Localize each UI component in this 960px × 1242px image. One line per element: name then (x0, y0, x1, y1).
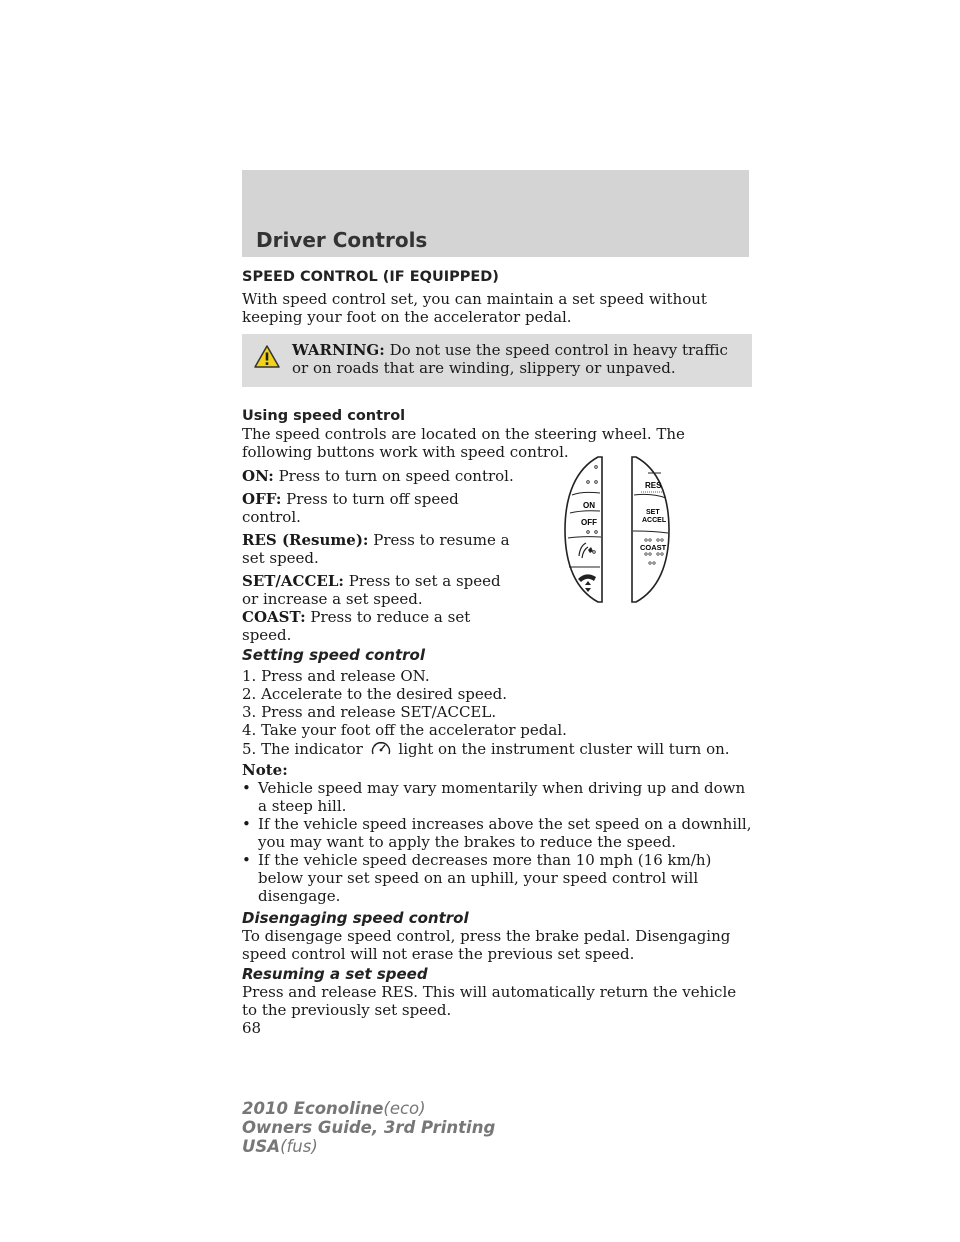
def-term: ON: (242, 467, 274, 485)
resuming-heading: Resuming a set speed (242, 965, 428, 983)
main-content (242, 268, 752, 1037)
coast-label: COAST (640, 543, 667, 552)
warning-label: WARNING: (292, 341, 385, 359)
print-footer (242, 1099, 495, 1156)
footer-line-3 (242, 1137, 495, 1156)
step-5-after: light on the instrument cluster will turn on. (398, 740, 730, 758)
step-2: 2. Accelerate to the desired speed. (242, 685, 508, 703)
step-4: 4. Take your foot off the accelerator pedal. (242, 721, 567, 739)
footer-line-1 (242, 1099, 495, 1118)
section-title: SPEED CONTROL (IF EQUIPPED) (242, 269, 499, 285)
res-label: RES (645, 481, 662, 490)
def-res (242, 531, 517, 567)
def-desc: Press to set a speed or increase a set speed. (242, 572, 501, 608)
on-label: ON (583, 501, 595, 510)
def-term: RES (Resume): (242, 531, 369, 549)
off-label: OFF (581, 518, 597, 527)
using-text: The speed controls are located on the steering wheel. The following buttons work with speed control. (242, 425, 685, 461)
def-on (242, 467, 517, 485)
def-desc: Press to reduce a set speed. (242, 608, 471, 644)
warning-icon (254, 345, 280, 368)
step-3: 3. Press and release SET/ACCEL. (242, 703, 497, 721)
step-5 (242, 739, 752, 758)
note-bullet: • If the vehicle speed decreases more than 10 mph (16 km/h) below your set speed on an uphill, your speed control will disengage. (242, 851, 752, 905)
using-heading: Using speed control (242, 408, 406, 424)
set-label: SET (646, 509, 660, 516)
def-term: SET/ACCEL: (242, 572, 344, 590)
warning-box (242, 334, 752, 387)
note-bullet: • Vehicle speed may vary momentarily when driving up and down a steep hill. (242, 779, 752, 815)
footer-model: 2010 Econoline (242, 1099, 384, 1118)
def-coast (242, 608, 517, 644)
def-desc: Press to turn off speed control. (242, 490, 459, 526)
warning-text: Do not use the speed control in heavy traffic or on roads that are winding, slippery or unpaved. (292, 341, 728, 377)
step-1: 1. Press and release ON. (242, 667, 430, 685)
def-set-accel (242, 572, 517, 608)
accel-label: ACCEL (642, 517, 667, 524)
def-term: COAST: (242, 608, 306, 626)
speed-control-switches-diagram (562, 455, 682, 605)
note-bullet: • If the vehicle speed increases above the set speed on a downhill, you may want to apply the brakes to reduce the speed. (242, 815, 752, 851)
def-desc: Press to resume a set speed. (242, 531, 510, 567)
page-title: Driver Controls (256, 228, 428, 252)
note-label: Note: (242, 761, 288, 779)
speedometer-icon (370, 739, 392, 757)
left-switch-pod (565, 457, 602, 602)
right-switch-pod (632, 457, 669, 602)
step-5-before: 5. The indicator (242, 740, 363, 758)
disengaging-heading: Disengaging speed control (242, 909, 469, 927)
def-term: OFF: (242, 490, 282, 508)
resuming-text: Press and release RES. This will automatically return the vehicle to the previously set speed. (242, 983, 737, 1019)
footer-line-2: Owners Guide, 3rd Printing (242, 1118, 496, 1137)
def-off (242, 490, 517, 526)
setting-heading: Setting speed control (242, 646, 425, 664)
disengaging-text: To disengage speed control, press the brake pedal. Disengaging speed control will not erase the previous set speed. (242, 927, 731, 963)
footer-market-code: (fus) (280, 1137, 318, 1156)
footer-model-code: (eco) (383, 1099, 426, 1118)
page-number: 68 (242, 1019, 262, 1037)
footer-market: USA (242, 1137, 281, 1156)
intro-text: With speed control set, you can maintain a set speed without keeping your foot on the accelerator pedal. (242, 290, 707, 326)
def-desc: Press to turn on speed control. (278, 467, 514, 485)
